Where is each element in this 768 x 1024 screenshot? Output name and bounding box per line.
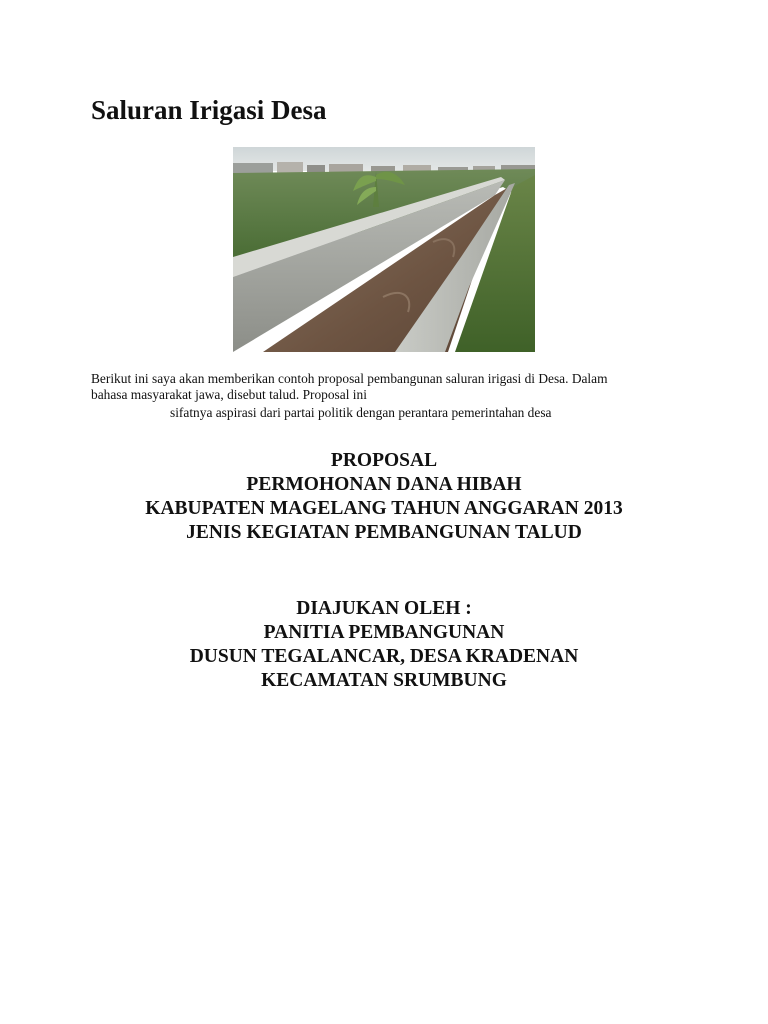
submitted-by-line: DUSUN TEGALANCAR, DESA KRADENAN xyxy=(189,646,579,667)
intro-line-2: bahasa masyarakat jawa, disebut talud. Proposal ini xyxy=(91,387,367,402)
submitted-by-line: DIAJUKAN OLEH : xyxy=(296,598,472,619)
irrigation-canal-photo xyxy=(233,147,535,352)
proposal-heading-line: PERMOHONAN DANA HIBAH xyxy=(246,474,522,495)
proposal-heading-line: PROPOSAL xyxy=(330,450,438,471)
intro-paragraph xyxy=(91,371,691,421)
proposal-heading-line: JENIS KEGIATAN PEMBANGUNAN TALUD xyxy=(186,522,582,543)
submitted-by-line: PANITIA PEMBANGUNAN xyxy=(263,622,505,643)
intro-line-1: Berikut ini saya akan memberikan contoh proposal pembangunan saluran irigasi di Desa. Dalam xyxy=(91,371,608,386)
proposal-heading xyxy=(0,449,768,545)
submitted-by-line: KECAMATAN SRUMBUNG xyxy=(261,670,507,691)
intro-line-3: sifatnya aspirasi dari partai politik dengan perantara pemerintahan desa xyxy=(170,405,552,420)
proposal-heading-line: KABUPATEN MAGELANG TAHUN ANGGARAN 2013 xyxy=(145,498,623,519)
page-title: Saluran Irigasi Desa xyxy=(91,95,327,125)
submitted-by-block xyxy=(0,597,768,693)
